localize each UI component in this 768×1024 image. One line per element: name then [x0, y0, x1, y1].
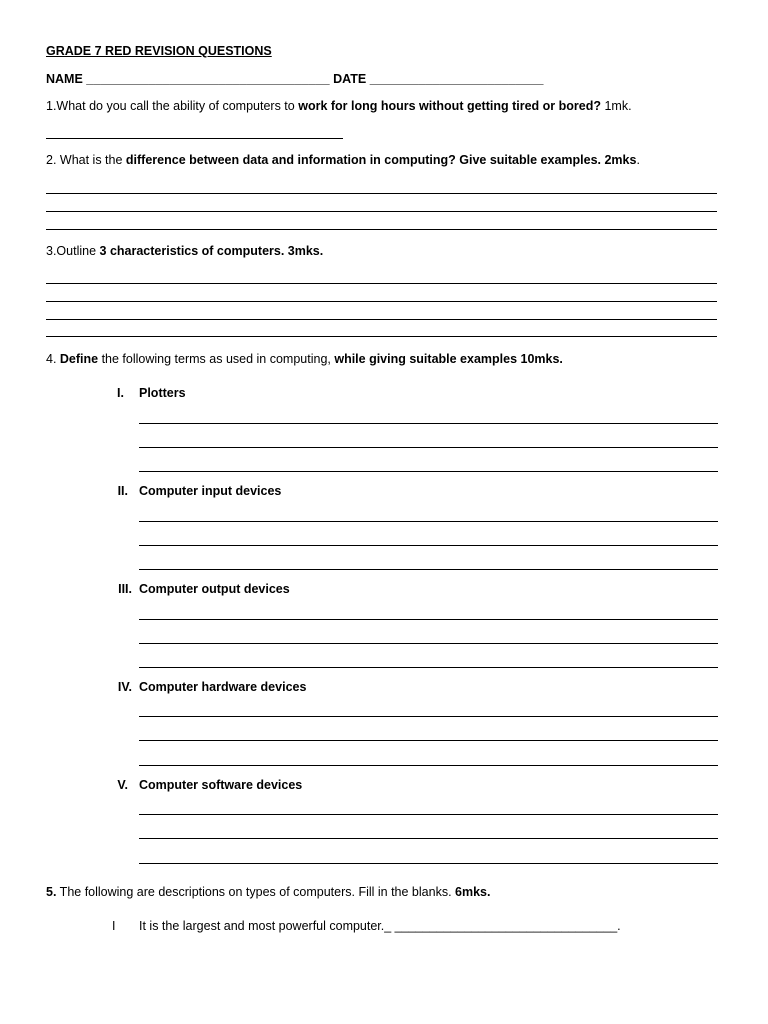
name-label: NAME	[46, 72, 83, 86]
term-numeral: III.	[118, 582, 132, 596]
answer-line-q4-ii[interactable]	[139, 569, 718, 570]
answer-line-q2[interactable]	[46, 193, 717, 194]
answer-line-q3[interactable]	[46, 283, 717, 284]
term-label-software-devices: Computer software devices	[139, 778, 303, 792]
answer-line-q2[interactable]	[46, 229, 717, 230]
answer-line-q4-iii[interactable]	[139, 619, 718, 620]
answer-line-q2[interactable]	[46, 211, 717, 212]
question-2-suffix: .	[636, 153, 640, 167]
answer-line-q3[interactable]	[46, 319, 717, 320]
term-numeral: V.	[117, 778, 128, 792]
name-date-line	[46, 72, 544, 86]
answer-line-q1[interactable]	[46, 138, 343, 139]
term-label-plotters: Plotters	[139, 386, 186, 400]
answer-line-q4-iii[interactable]	[139, 643, 718, 644]
question-5-number: 5.	[46, 885, 57, 899]
question-4	[46, 352, 563, 366]
question-3	[46, 244, 323, 258]
question-4-bold-define: Define	[59, 352, 99, 366]
answer-line-q4-i[interactable]	[139, 447, 718, 448]
question-3-prefix: 3.Outline	[46, 244, 100, 258]
answer-line-q4-i[interactable]	[139, 471, 718, 472]
term-numeral: IV.	[117, 680, 132, 694]
question-1-marks: 1mk.	[600, 99, 632, 113]
q5-item-text-with-blank[interactable]: It is the largest and most powerful computer._ ________________________________.	[139, 919, 621, 933]
question-5-marks: 6mks.	[455, 885, 491, 899]
answer-line-q3[interactable]	[46, 301, 717, 302]
date-label: DATE	[333, 72, 367, 86]
name-blank[interactable]: ___________________________________	[86, 72, 330, 86]
answer-line-q4-iv[interactable]	[139, 740, 718, 741]
question-4-middle: the following terms as used in computing,	[98, 352, 335, 366]
question-2-prefix: 2. What is the	[46, 153, 126, 167]
q5-item-numeral: I	[112, 919, 116, 933]
question-1-prefix: 1.What do you call the ability of computers to	[46, 99, 299, 113]
answer-line-q4-v[interactable]	[139, 863, 718, 864]
term-numeral: II.	[117, 484, 128, 498]
question-4-number: 4.	[46, 352, 60, 366]
answer-line-q3[interactable]	[46, 336, 717, 337]
question-4-bold-examples: while giving suitable examples 10mks.	[334, 352, 563, 366]
answer-line-q4-iii[interactable]	[139, 667, 718, 668]
answer-line-q4-ii[interactable]	[139, 521, 718, 522]
question-1	[46, 99, 632, 113]
answer-line-q4-iv[interactable]	[139, 716, 718, 717]
question-2-bold: difference between data and information in computing? Give suitable examples. 2mks	[125, 153, 637, 167]
question-2	[46, 153, 640, 167]
question-1-bold: work for long hours without getting tired or bored?	[298, 99, 601, 113]
term-label-output-devices: Computer output devices	[139, 582, 290, 596]
question-5	[46, 885, 490, 899]
date-blank[interactable]: _________________________	[369, 72, 544, 86]
answer-line-q4-i[interactable]	[139, 423, 718, 424]
question-3-bold: 3 characteristics of computers. 3mks.	[99, 244, 324, 258]
term-label-input-devices: Computer input devices	[139, 484, 282, 498]
answer-line-q4-iv[interactable]	[139, 765, 718, 766]
term-label-hardware-devices: Computer hardware devices	[139, 680, 307, 694]
answer-line-q4-ii[interactable]	[139, 545, 718, 546]
term-numeral: I.	[117, 386, 124, 400]
answer-line-q4-v[interactable]	[139, 814, 718, 815]
question-5-text: The following are descriptions on types of computers. Fill in the blanks.	[56, 885, 456, 899]
answer-line-q4-v[interactable]	[139, 838, 718, 839]
worksheet-title: GRADE 7 RED REVISION QUESTIONS	[46, 44, 272, 58]
